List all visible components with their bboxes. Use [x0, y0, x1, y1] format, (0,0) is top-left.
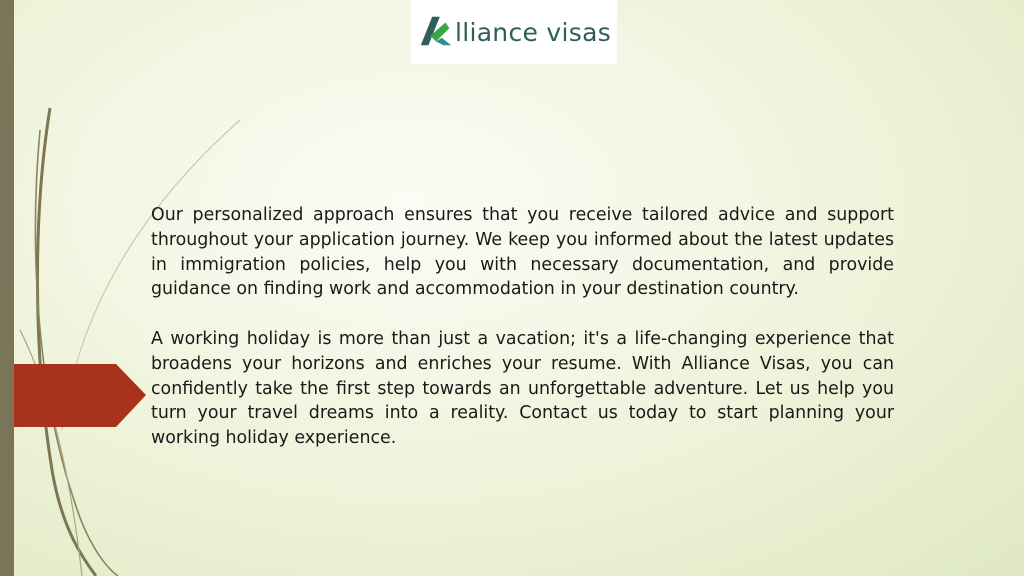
left-side-bar — [0, 0, 14, 576]
logo — [411, 0, 617, 64]
accent-arrow-shape — [14, 364, 146, 427]
paragraph-working-holiday: A working holiday is more than just a vacation; it's a life-changing experience that broadens your horizons and enriches your resume. With Alliance Visas, you can confidently take the first step towards an unforgettable adventure. Let us help you turn your travel dreams into a reality. Contact us today to start planning your working holiday experience. — [151, 328, 894, 449]
paragraph-approach: Our personalized approach ensures that you receive tailored advice and support throughout your application journey. We keep you informed about the latest updates in immigration policies, help you with necessary documentation, and provide guidance on finding work and accommodation in your destination country. — [151, 205, 894, 300]
alliance-a-logo-icon — [417, 12, 455, 52]
logo-text: lliance visas — [454, 17, 612, 47]
main-content — [151, 203, 894, 451]
